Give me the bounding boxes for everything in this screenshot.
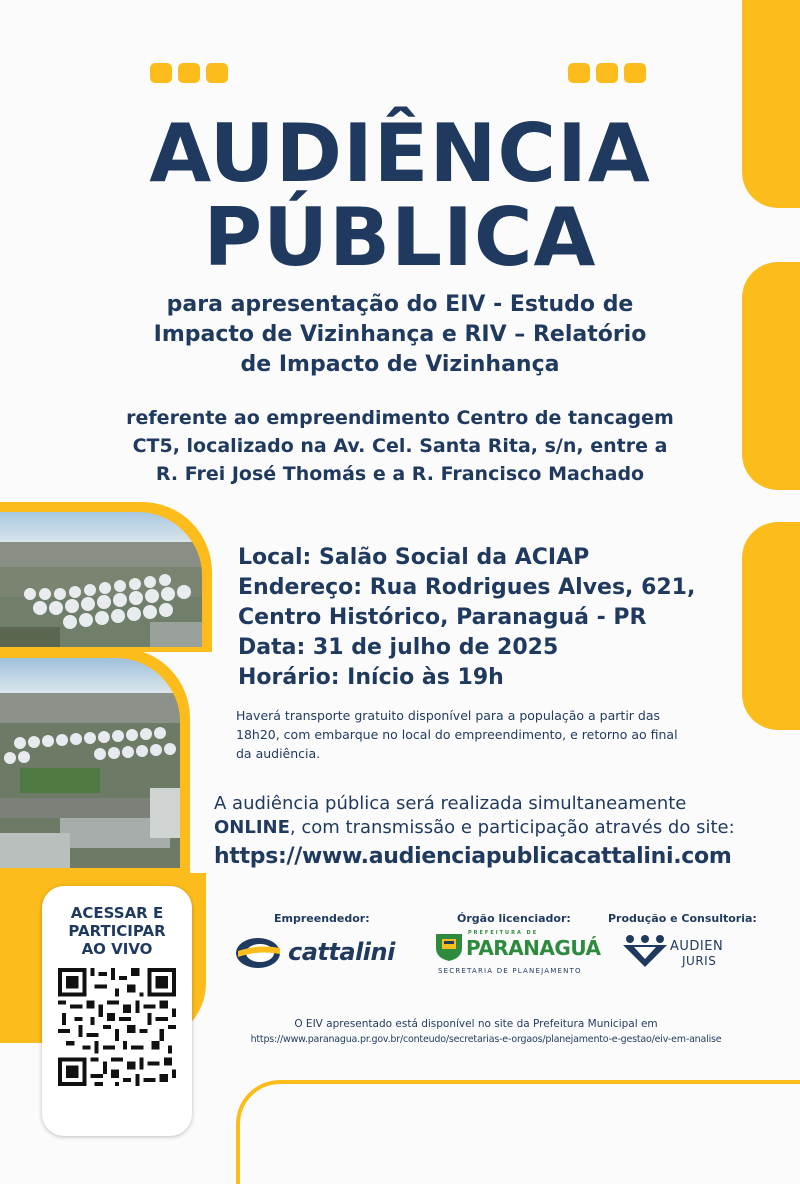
online-line2-rest: , com transmissão e participação através do site: [289, 817, 735, 838]
transport-line3: da audiência. [236, 746, 321, 761]
dots-left [150, 63, 234, 87]
audien-text: AUDIEN [670, 939, 724, 954]
aerial-photo-bottom [0, 658, 180, 868]
online-url-link[interactable]: https://www.audienciapublicacattalini.com [214, 844, 732, 869]
detail-local: Local: Salão Social da ACIAP [238, 545, 590, 570]
transport-line2: 18h20, com embarque no local do empreendimento, e retorno ao final [236, 727, 678, 742]
aerial-photo-top [0, 512, 202, 647]
paranagua-sub: SECRETARIA DE PLANEJAMENTO [438, 967, 582, 975]
page-title-line1: AUDIÊNCIA [149, 107, 651, 200]
event-details [238, 543, 695, 693]
qr-label-line1: ACESSAR E [70, 904, 164, 922]
empreendedor-label: Empreendedor: [274, 912, 370, 925]
page-title-line2: PÚBLICA [203, 191, 597, 284]
online-bold: ONLINE [214, 817, 290, 838]
online-section [214, 792, 735, 874]
subtitle-line2: Impacto de Vizinhança e RIV – Relatório [153, 322, 647, 347]
qr-label-line2: PARTICIPAR [68, 922, 166, 940]
yellow-bar-bottom [742, 522, 800, 730]
cattalini-logo [234, 934, 404, 974]
footer-line1: O EIV apresentado está disponível no site da Prefeitura Municipal em [294, 1018, 658, 1030]
juris-text: JURIS [682, 954, 717, 968]
online-line1: A audiência pública será realizada simultaneamente [214, 793, 687, 814]
paranagua-name: PARANAGUÁ [466, 936, 601, 960]
detail-data: Data: 31 de julho de 2025 [238, 635, 559, 660]
reference-line1: referente ao empreendimento Centro de tancagem [126, 407, 674, 429]
detail-horario: Horário: Início às 19h [238, 665, 504, 690]
subtitle-line1: para apresentação do EIV - Estudo de [166, 292, 634, 317]
audienjuris-logo [622, 934, 732, 974]
producao-label: Produção e Consultoria: [608, 912, 757, 925]
reference-line2: CT5, localizado na Av. Cel. Santa Rita, s/n, entre a [132, 435, 668, 457]
bottom-yellow-outline [236, 1080, 800, 1184]
qr-label-line3: AO VIVO [81, 940, 153, 958]
transport-note [236, 706, 678, 763]
reference-line3: R. Frei José Thomás e a R. Francisco Machado [155, 463, 645, 485]
detail-cidade: Centro Histórico, Paranaguá - PR [238, 605, 647, 630]
qr-code[interactable] [58, 968, 176, 1086]
cattalini-name: cattalini [288, 938, 395, 966]
orgao-label: Órgão licenciador: [457, 912, 571, 925]
qr-card[interactable] [42, 886, 192, 1136]
paranagua-top-text: PREFEITURA DE [468, 930, 539, 936]
footer-link[interactable]: https://www.paranagua.pr.gov.br/conteudo/secretarias-e-orgaos/planejamento-e-gestao/eiv-em-analise [250, 1034, 722, 1045]
paranagua-logo [434, 930, 601, 980]
subtitle-line3: de Impacto de Vizinhança [240, 352, 560, 377]
transport-line1: Haverá transporte gratuito disponível para a população a partir das [236, 708, 661, 723]
detail-endereco: Endereço: Rua Rodrigues Alves, 621, [238, 575, 696, 600]
online-line2 [214, 816, 735, 840]
dots-right [568, 63, 652, 87]
